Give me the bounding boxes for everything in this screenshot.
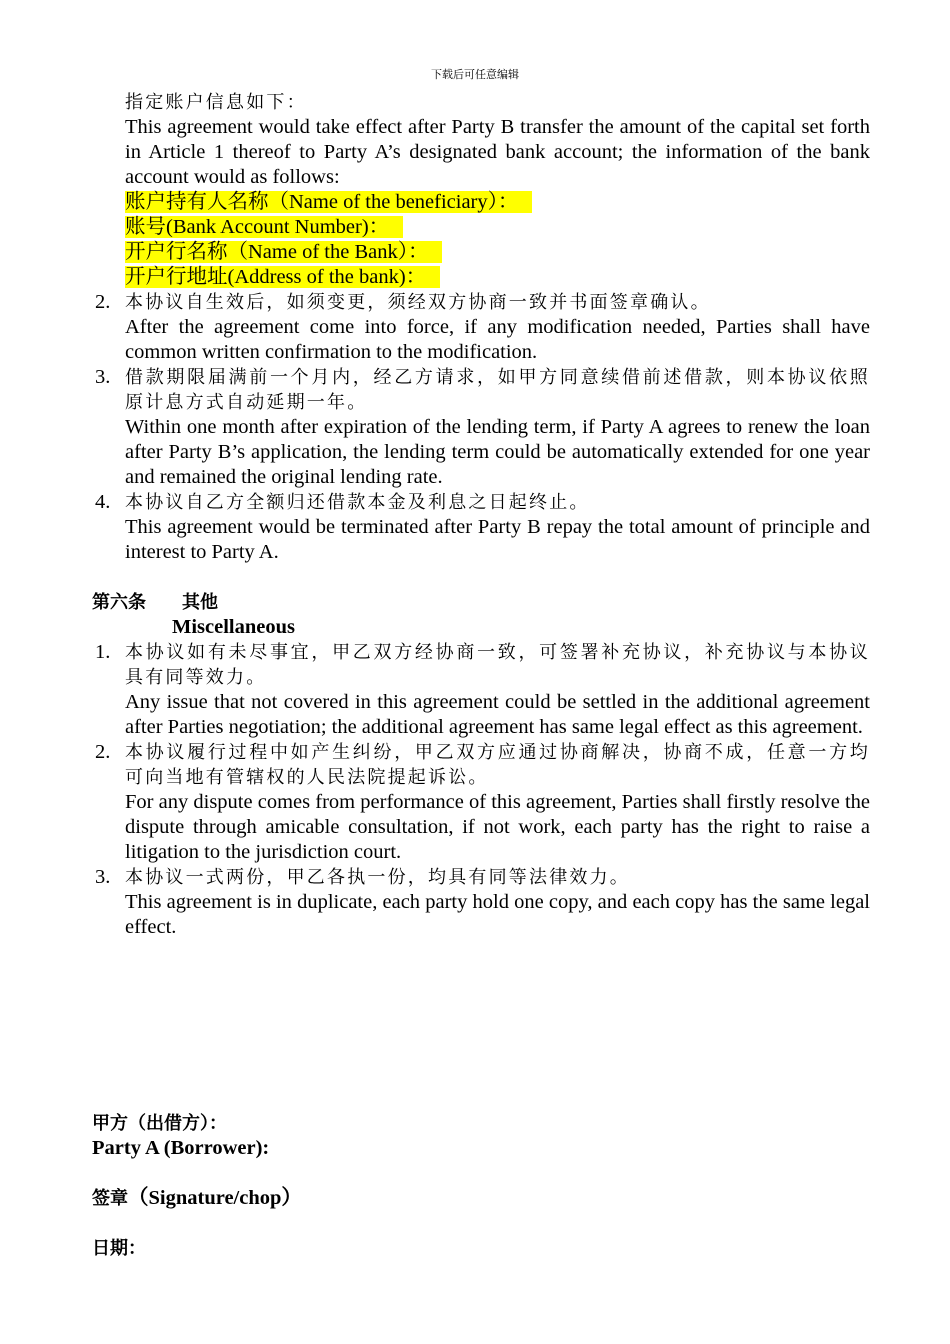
clause-cn: 本协议自乙方全额归还借款本金及利息之日起终止。 bbox=[125, 492, 590, 513]
clause-6-2 bbox=[95, 740, 870, 865]
clause-cn: 借款期限届满前一个月内，经乙方请求，如甲方同意续借前述借款，则本协议依照原计息方式自动延期一年。 bbox=[125, 367, 870, 413]
section-6-heading bbox=[92, 590, 870, 615]
clause-6-3 bbox=[95, 865, 870, 940]
signature-chop-line bbox=[92, 1186, 870, 1211]
clause-en: This agreement is in duplicate, each party hold one copy, and each copy has the same legal effect. bbox=[125, 891, 870, 938]
clause-number: 3. bbox=[95, 366, 111, 388]
clause-en: Within one month after expiration of the lending term, if Party A agrees to renew the loan after Party B’s application, the lending term could be automatically extended for one year and remained the original lending rate. bbox=[125, 416, 870, 488]
clause-5-4 bbox=[95, 490, 870, 565]
clause-cn: 本协议如有未尽事宜，甲乙双方经协商一致，可签署补充协议，补充协议与本协议具有同等效力。 bbox=[125, 642, 870, 688]
party-a-label-cn: 甲方（出借方）： bbox=[92, 1113, 227, 1134]
field-account-number: 账号(Bank Account Number)： bbox=[125, 216, 403, 238]
page-header: 下载后可任意编辑 bbox=[431, 68, 519, 81]
clause-cn: 本协议一式两份，甲乙各执一份，均具有同等法律效力。 bbox=[125, 867, 630, 888]
section-title-cn: 其他 bbox=[182, 592, 218, 613]
bank-info-intro bbox=[125, 90, 870, 290]
date-label: 日期： bbox=[92, 1238, 146, 1259]
clause-5-3 bbox=[95, 365, 870, 490]
clause-cn: 本协议自生效后，如须变更，须经双方协商一致并书面签章确认。 bbox=[125, 292, 711, 313]
field-bank-address: 开户行地址(Address of the bank)： bbox=[125, 266, 440, 288]
document-body bbox=[92, 90, 870, 940]
clause-cn: 本协议履行过程中如产生纠纷，甲乙双方应通过协商解决，协商不成，任意一方均可向当地有管辖权的人民法院提起诉讼。 bbox=[125, 742, 870, 788]
clause-en: Any issue that not covered in this agreement could be settled in the additional agreement after Parties negotiation; the additional agreement has same legal effect as this agreement. bbox=[125, 691, 870, 738]
party-a-label-en: Party A (Borrower): bbox=[92, 1137, 270, 1159]
intro-cn: 指定账户信息如下： bbox=[125, 92, 307, 113]
clause-en: For any dispute comes from performance of this agreement, Parties shall firstly resolve the dispute through amicable consultation, if not work, each party has the right to raise a litigation to the jurisdiction court. bbox=[125, 791, 870, 863]
clause-number: 1. bbox=[95, 641, 111, 663]
clause-en: After the agreement come into force, if any modification needed, Parties shall have common written confirmation to the modification. bbox=[125, 316, 870, 363]
clause-number: 2. bbox=[95, 741, 111, 763]
clause-5-2 bbox=[95, 290, 870, 365]
clause-number: 3. bbox=[95, 866, 111, 888]
intro-en: This agreement would take effect after Party B transfer the amount of the capital set forth in Article 1 thereof to Party A’s designated bank account; the information of the bank account would as follows: bbox=[125, 116, 870, 188]
section-number: 第六条 bbox=[92, 592, 146, 613]
clause-number: 4. bbox=[95, 491, 111, 513]
signature-block bbox=[92, 1111, 870, 1261]
chop-label-en: （Signature/chop） bbox=[128, 1187, 302, 1209]
clause-number: 2. bbox=[95, 291, 111, 313]
field-bank-name: 开户行名称（Name of the Bank）： bbox=[125, 241, 442, 263]
clause-6-1 bbox=[95, 640, 870, 740]
clause-en: This agreement would be terminated after Party B repay the total amount of principle and interest to Party A. bbox=[125, 516, 870, 563]
chop-label-cn: 签章 bbox=[92, 1188, 128, 1209]
section-title-en: Miscellaneous bbox=[172, 616, 295, 638]
field-beneficiary: 账户持有人名称（Name of the beneficiary）： bbox=[125, 191, 532, 213]
